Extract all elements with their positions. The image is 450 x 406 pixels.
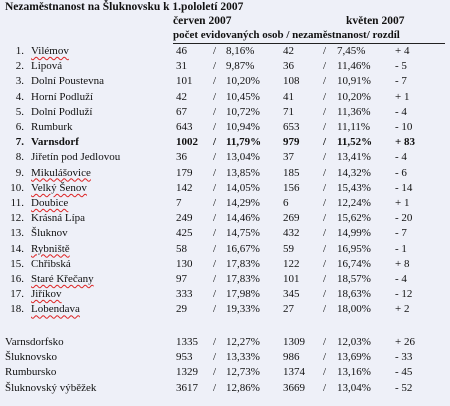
summary-row [0, 336, 450, 351]
may-rate: 18,63% [337, 288, 371, 301]
table-row [0, 258, 450, 273]
separator-slash: / [213, 351, 217, 364]
difference: - 12 [395, 288, 413, 301]
separator-slash: / [213, 105, 217, 118]
row-index: 8. [15, 151, 24, 164]
separator-slash: / [323, 288, 327, 301]
separator-slash: / [213, 288, 217, 301]
june-count: 179 [176, 166, 193, 179]
table-row [0, 227, 450, 242]
may-count: 156 [283, 181, 300, 194]
separator-slash: / [213, 336, 217, 348]
separator-slash: / [213, 212, 217, 225]
june-count: 643 [176, 121, 193, 133]
separator-slash: / [213, 151, 217, 164]
separator-slash: / [323, 351, 327, 364]
june-count: 101 [176, 75, 193, 88]
june-count: 36 [176, 151, 187, 164]
separator-slash: / [213, 257, 217, 270]
may-rate: 14,32% [337, 166, 371, 179]
may-count: 6 [283, 197, 289, 209]
separator-slash: / [213, 75, 217, 88]
difference: - 10 [395, 121, 413, 133]
june-rate: 12,73% [226, 366, 260, 379]
may-rate: 14,99% [337, 227, 371, 240]
june-count: 1002 [176, 136, 198, 149]
separator-slash: / [323, 273, 327, 285]
may-count: 1374 [283, 366, 305, 379]
may-rate: 7,45% [337, 45, 366, 57]
municipality-name: Krásná Lípa [31, 212, 86, 225]
june-count: 31 [176, 60, 187, 73]
header-rule [173, 43, 445, 44]
june-rate: 19,33% [226, 303, 260, 316]
row-index: 4. [15, 90, 24, 103]
difference: - 5 [395, 60, 407, 73]
region-name: Varnsdorfsko [5, 336, 64, 348]
may-count: 986 [283, 351, 300, 364]
june-rate: 14,05% [226, 181, 260, 194]
difference: + 1 [395, 90, 410, 103]
june-rate: 10,94% [226, 121, 260, 133]
difference: - 4 [395, 105, 407, 118]
separator-slash: / [323, 381, 327, 394]
may-rate: 11,46% [337, 60, 371, 73]
municipality-name: Horní Podluží [31, 90, 94, 103]
may-count: 122 [283, 257, 300, 270]
separator-slash: / [323, 336, 327, 348]
separator-slash: / [323, 303, 327, 316]
may-count: 36 [283, 60, 294, 73]
table-row [0, 303, 450, 318]
separator-slash: / [323, 45, 327, 57]
june-rate: 8,16% [226, 45, 255, 57]
table-row [0, 243, 450, 258]
may-count: 71 [283, 105, 294, 118]
municipality-name: Šluknov [31, 227, 68, 240]
region-name: Rumbursko [5, 366, 57, 379]
municipality-name: Jiřetín pod Jedlovou [31, 151, 121, 164]
june-rate: 9,87% [226, 60, 255, 73]
row-index: 11. [10, 197, 24, 209]
difference: - 33 [395, 351, 413, 364]
may-rate: 13,16% [337, 366, 371, 379]
summary-row [0, 366, 450, 381]
june-count: 7 [176, 197, 182, 209]
may-rate: 13,41% [337, 151, 371, 164]
table-row [0, 212, 450, 227]
difference: - 45 [395, 366, 413, 379]
separator-slash: / [323, 242, 327, 255]
separator-slash: / [213, 121, 217, 133]
may-rate: 10,91% [337, 75, 371, 88]
may-count: 59 [283, 242, 294, 255]
row-index: 3. [15, 75, 24, 88]
june-count: 58 [176, 242, 187, 255]
municipality-name: Lobendava [31, 303, 80, 316]
month-header-may: květen 2007 [346, 15, 405, 27]
may-count: 101 [283, 273, 300, 285]
table-row [0, 182, 450, 197]
table-row [0, 288, 450, 303]
row-index: 18. [10, 303, 24, 316]
separator-slash: / [323, 197, 327, 209]
row-index: 10. [10, 181, 24, 194]
june-rate: 10,20% [226, 75, 260, 88]
separator-slash: / [323, 136, 327, 149]
separator-slash: / [323, 75, 327, 88]
may-rate: 13,69% [337, 351, 371, 364]
table-row [0, 197, 450, 212]
june-rate: 14,46% [226, 212, 260, 225]
june-rate: 17,83% [226, 257, 260, 270]
row-index: 7. [15, 136, 24, 149]
municipality-name: Chřibská [31, 257, 71, 270]
may-rate: 11,36% [337, 105, 371, 118]
separator-slash: / [323, 105, 327, 118]
may-count: 185 [283, 166, 300, 179]
may-rate: 11,52% [337, 136, 373, 149]
separator-slash: / [323, 121, 327, 133]
may-rate: 11,11% [337, 121, 371, 133]
may-rate: 16,95% [337, 242, 371, 255]
row-index: 13. [10, 227, 24, 240]
separator-slash: / [213, 242, 217, 255]
june-rate: 17,98% [226, 288, 260, 301]
may-rate: 15,62% [337, 212, 371, 225]
row-index: 1. [15, 45, 24, 57]
region-name: Šluknovský výběžek [5, 381, 97, 394]
difference: + 26 [395, 336, 415, 348]
june-count: 130 [176, 257, 193, 270]
june-count: 142 [176, 181, 193, 194]
difference: - 14 [395, 181, 413, 194]
june-count: 97 [176, 273, 187, 285]
may-count: 432 [283, 227, 300, 240]
separator-slash: / [323, 366, 327, 379]
may-count: 41 [283, 90, 294, 103]
separator-slash: / [323, 166, 327, 179]
separator-slash: / [213, 136, 217, 149]
separator-slash: / [213, 273, 217, 285]
separator-slash: / [213, 197, 217, 209]
table-row [0, 60, 450, 75]
may-count: 3669 [283, 381, 305, 394]
municipality-name: Dolní Podluží [31, 105, 93, 118]
municipality-name: Mikulášovice [31, 166, 91, 179]
municipality-name: Lipová [31, 60, 63, 73]
difference: - 4 [395, 151, 407, 164]
may-rate: 13,04% [337, 381, 371, 394]
june-rate: 17,83% [226, 273, 260, 285]
municipality-name: Rumburk [31, 121, 73, 133]
june-count: 333 [176, 288, 193, 301]
may-rate: 10,20% [337, 90, 371, 103]
municipality-name: Dolní Poustevna [31, 75, 105, 88]
separator-slash: / [213, 303, 217, 316]
difference: - 7 [395, 227, 407, 240]
table-row [0, 45, 450, 60]
separator-slash: / [213, 366, 217, 379]
june-rate: 13,33% [226, 351, 260, 364]
row-index: 17. [10, 288, 24, 301]
difference: + 83 [395, 136, 416, 149]
municipality-name: Rybniště [31, 242, 70, 255]
june-count: 42 [176, 90, 187, 103]
separator-slash: / [323, 212, 327, 225]
may-count: 1309 [283, 336, 305, 348]
summary-row [0, 382, 450, 397]
difference: - 4 [395, 273, 407, 285]
separator-slash: / [323, 60, 327, 73]
separator-slash: / [323, 227, 327, 240]
column-header: počet evidovaných osob / nezaměstnanost/ rozdíl [173, 29, 400, 41]
row-index: 12. [10, 212, 24, 225]
may-count: 37 [283, 151, 294, 164]
june-rate: 12,27% [226, 336, 260, 348]
separator-slash: / [213, 90, 217, 103]
may-rate: 16,74% [337, 257, 371, 270]
separator-slash: / [213, 45, 217, 57]
separator-slash: / [323, 257, 327, 270]
difference: - 6 [395, 166, 407, 179]
june-rate: 11,79% [226, 136, 262, 149]
difference: + 8 [395, 257, 410, 270]
may-count: 979 [283, 136, 300, 149]
may-count: 42 [283, 45, 294, 57]
row-index: 15. [10, 257, 24, 270]
june-rate: 13,85% [226, 166, 260, 179]
june-count: 29 [176, 303, 187, 316]
municipality-name: Varnsdorf [31, 136, 79, 149]
june-count: 46 [176, 45, 187, 57]
difference: + 1 [395, 197, 410, 209]
may-rate: 18,00% [337, 303, 371, 316]
difference: - 52 [395, 381, 413, 394]
june-rate: 14,29% [226, 197, 260, 209]
row-index: 2. [15, 60, 24, 73]
separator-slash: / [323, 151, 327, 164]
table-row [0, 167, 450, 182]
row-index: 14. [10, 242, 24, 255]
separator-slash: / [213, 166, 217, 179]
june-rate: 12,86% [226, 381, 260, 394]
row-index: 16. [10, 273, 24, 285]
table-row [0, 151, 450, 166]
row-index: 6. [15, 121, 24, 133]
separator-slash: / [323, 90, 327, 103]
table-row [0, 136, 450, 151]
may-count: 27 [283, 303, 294, 316]
page-title: Nezaměstnanost na Šluknovsku k 1.pololetí 2007 [5, 1, 244, 13]
region-name: Šluknovsko [5, 351, 57, 364]
summary-row [0, 351, 450, 366]
municipality-name: Jiříkov [31, 288, 62, 301]
municipality-name: Staré Křečany [31, 273, 94, 285]
separator-slash: / [323, 181, 327, 194]
separator-slash: / [213, 227, 217, 240]
may-rate: 12,24% [337, 197, 371, 209]
june-rate: 10,45% [226, 90, 260, 103]
table-row [0, 121, 450, 136]
may-rate: 12,03% [337, 336, 371, 348]
may-count: 108 [283, 75, 300, 88]
difference: + 2 [395, 303, 410, 316]
june-count: 67 [176, 105, 187, 118]
june-rate: 16,67% [226, 242, 260, 255]
june-count: 1335 [176, 336, 198, 348]
row-index: 5. [15, 105, 24, 118]
june-count: 3617 [176, 381, 198, 394]
difference: + 4 [395, 45, 410, 57]
row-index: 9. [15, 166, 24, 179]
difference: - 1 [395, 242, 407, 255]
municipality-name: Vilémov [31, 45, 69, 57]
june-rate: 10,72% [226, 105, 260, 118]
separator-slash: / [213, 181, 217, 194]
separator-slash: / [213, 60, 217, 73]
table-row [0, 273, 450, 288]
may-count: 345 [283, 288, 300, 301]
june-count: 1329 [176, 366, 198, 379]
june-count: 249 [176, 212, 193, 225]
table-row [0, 91, 450, 106]
june-rate: 13,04% [226, 151, 260, 164]
separator-slash: / [213, 381, 217, 394]
june-count: 425 [176, 227, 193, 240]
may-count: 653 [283, 121, 300, 133]
municipality-name: Doubice [31, 197, 69, 209]
difference: - 20 [395, 212, 413, 225]
municipality-name: Velký Šenov [31, 181, 87, 194]
table-row [0, 106, 450, 121]
difference: - 7 [395, 75, 407, 88]
may-rate: 15,43% [337, 181, 371, 194]
may-rate: 18,57% [337, 273, 371, 285]
may-count: 269 [283, 212, 300, 225]
june-count: 953 [176, 351, 193, 364]
table-row [0, 75, 450, 90]
june-rate: 14,75% [226, 227, 260, 240]
month-header-june: červen 2007 [173, 15, 232, 27]
